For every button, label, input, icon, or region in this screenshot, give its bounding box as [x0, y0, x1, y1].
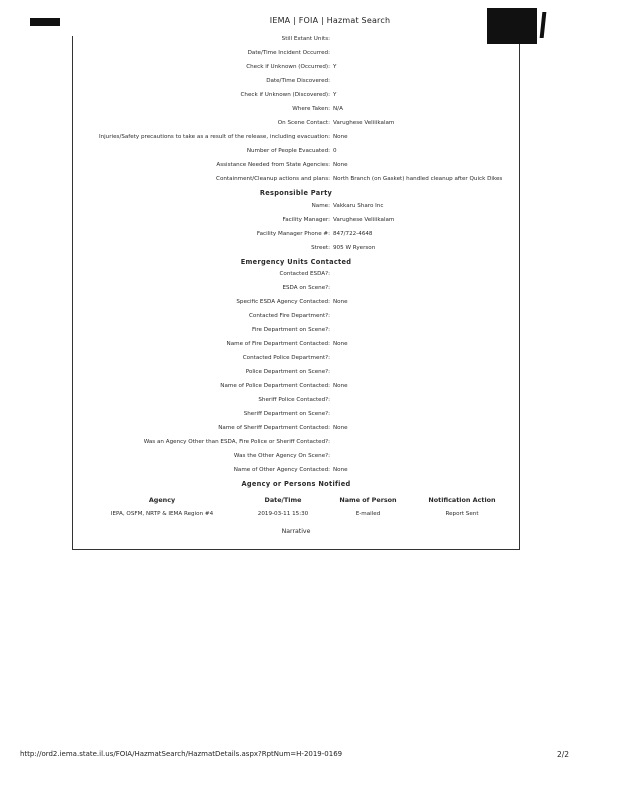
field-row	[72, 48, 520, 60]
table-cell-datetime: 2019-03-11 15:30	[257, 511, 309, 517]
table-cell-agency: IEPA, OSFM, NRTP & IEMA Region #4	[110, 511, 214, 517]
redaction-mark	[540, 12, 547, 38]
field-label: Was the Other Agency On Scene?:	[233, 453, 330, 459]
field-row	[72, 269, 520, 281]
field-row	[72, 339, 520, 351]
field-row	[72, 146, 520, 158]
field-value: 847/722-4648	[333, 231, 373, 237]
frame-bottom-border	[72, 549, 520, 550]
field-value: Vakkaru Sharo Inc	[333, 203, 384, 209]
field-value: None	[333, 299, 348, 305]
field-row	[72, 409, 520, 421]
field-row	[72, 423, 520, 435]
field-value: None	[333, 425, 348, 431]
table-cell-action: Report Sent	[445, 511, 479, 517]
field-label: Still Extant Units:	[281, 36, 330, 42]
column-header-agency: Agency	[148, 496, 176, 504]
field-label: Police Department on Scene?:	[245, 369, 330, 375]
agencies-notified-heading: Agency or Persons Notified	[241, 480, 351, 488]
field-label: Sheriff Police Contacted?:	[258, 397, 330, 403]
field-label: Date/Time Incident Occurred:	[247, 50, 330, 56]
field-label: Name of Sheriff Department Contacted:	[218, 425, 330, 431]
field-row	[72, 174, 520, 186]
field-label: Contacted Fire Department?:	[249, 313, 330, 319]
field-row	[72, 283, 520, 295]
table-cell-person: E-mailed	[355, 511, 381, 517]
field-row	[72, 104, 520, 116]
field-label: Date/Time Discovered:	[266, 78, 330, 84]
column-header-action: Notification Action	[428, 496, 496, 504]
field-label: Contacted Police Department?:	[242, 355, 330, 361]
field-label: Sheriff Department on Scene?:	[243, 411, 330, 417]
field-label: Contacted ESDA?:	[279, 271, 330, 277]
field-row	[72, 465, 520, 477]
field-label: Fire Department on Scene?:	[251, 327, 330, 333]
field-row	[72, 297, 520, 309]
responsible-party-heading: Responsible Party	[259, 189, 333, 197]
field-row	[72, 160, 520, 172]
field-value: Varughese Veliiikalam	[333, 120, 395, 126]
field-value: None	[333, 162, 348, 168]
emergency-units-heading: Emergency Units Contacted	[240, 258, 352, 266]
field-label: Name of Other Agency Contacted:	[233, 467, 330, 473]
field-label: Facility Manager:	[282, 217, 330, 223]
notified-table-header	[72, 496, 520, 506]
table-row	[72, 511, 520, 521]
field-row	[72, 311, 520, 323]
column-header-person: Name of Person	[339, 496, 397, 504]
field-label: Facility Manager Phone #:	[256, 231, 330, 237]
field-label: Check if Unknown (Occurred):	[246, 64, 330, 70]
field-value: None	[333, 383, 348, 389]
field-row	[72, 367, 520, 379]
field-value: None	[333, 134, 348, 140]
field-value: None	[333, 467, 348, 473]
field-label: Check if Unknown (Discovered):	[240, 92, 330, 98]
field-row	[72, 76, 520, 88]
field-label: Was an Agency Other than ESDA, Fire Police or Sheriff Contacted?:	[143, 439, 330, 445]
field-label: Specific ESDA Agency Contacted:	[236, 299, 330, 305]
field-row	[72, 395, 520, 407]
field-row	[72, 90, 520, 102]
field-label: On Scene Contact:	[277, 120, 330, 126]
field-value: Varughese Veliiikalam	[333, 217, 395, 223]
page-number: 2/2	[557, 750, 570, 759]
field-row	[72, 381, 520, 393]
field-value: North Branch (on Gasket) handled cleanup after Quick Dikes	[333, 176, 503, 182]
field-value: N/A	[333, 106, 343, 112]
field-value: 905 W Ryerson	[333, 245, 376, 251]
field-value: None	[333, 341, 348, 347]
field-row	[72, 132, 520, 144]
field-label: Assistance Needed from State Agencies:	[216, 162, 330, 168]
report-frame	[72, 36, 520, 550]
field-row	[72, 325, 520, 337]
field-label: Name of Police Department Contacted:	[220, 383, 330, 389]
field-row	[72, 353, 520, 365]
field-label: Containment/Cleanup actions and plans:	[216, 176, 330, 182]
field-row	[72, 34, 520, 46]
field-label: Street:	[311, 245, 330, 251]
narrative-heading: Narrative	[281, 528, 311, 535]
field-label: Name:	[311, 203, 330, 209]
field-row	[72, 243, 520, 255]
redaction-bar	[30, 18, 60, 26]
field-label: Name of Fire Department Contacted:	[226, 341, 330, 347]
field-label: Injuries/Safety precautions to take as a result of the release, including evacuation:	[98, 134, 330, 140]
column-header-datetime: Date/Time	[264, 496, 302, 504]
footer-url: http://ord2.iema.state.il.us/FOIA/HazmatSearch/HazmatDetails.aspx?RptNum=H-2019-0169	[20, 750, 343, 758]
field-value: 0	[333, 148, 337, 154]
field-row	[72, 201, 520, 213]
field-label: ESDA on Scene?:	[282, 285, 330, 291]
field-row	[72, 229, 520, 241]
field-row	[72, 215, 520, 227]
field-row	[72, 437, 520, 449]
field-row	[72, 118, 520, 130]
field-row	[72, 451, 520, 463]
field-value: Y	[333, 64, 337, 70]
page-title: IEMA | FOIA | Hazmat Search	[269, 16, 391, 25]
field-row	[72, 62, 520, 74]
field-value: Y	[333, 92, 337, 98]
field-label: Where Taken:	[292, 106, 330, 112]
field-label: Number of People Evacuated:	[246, 148, 330, 154]
